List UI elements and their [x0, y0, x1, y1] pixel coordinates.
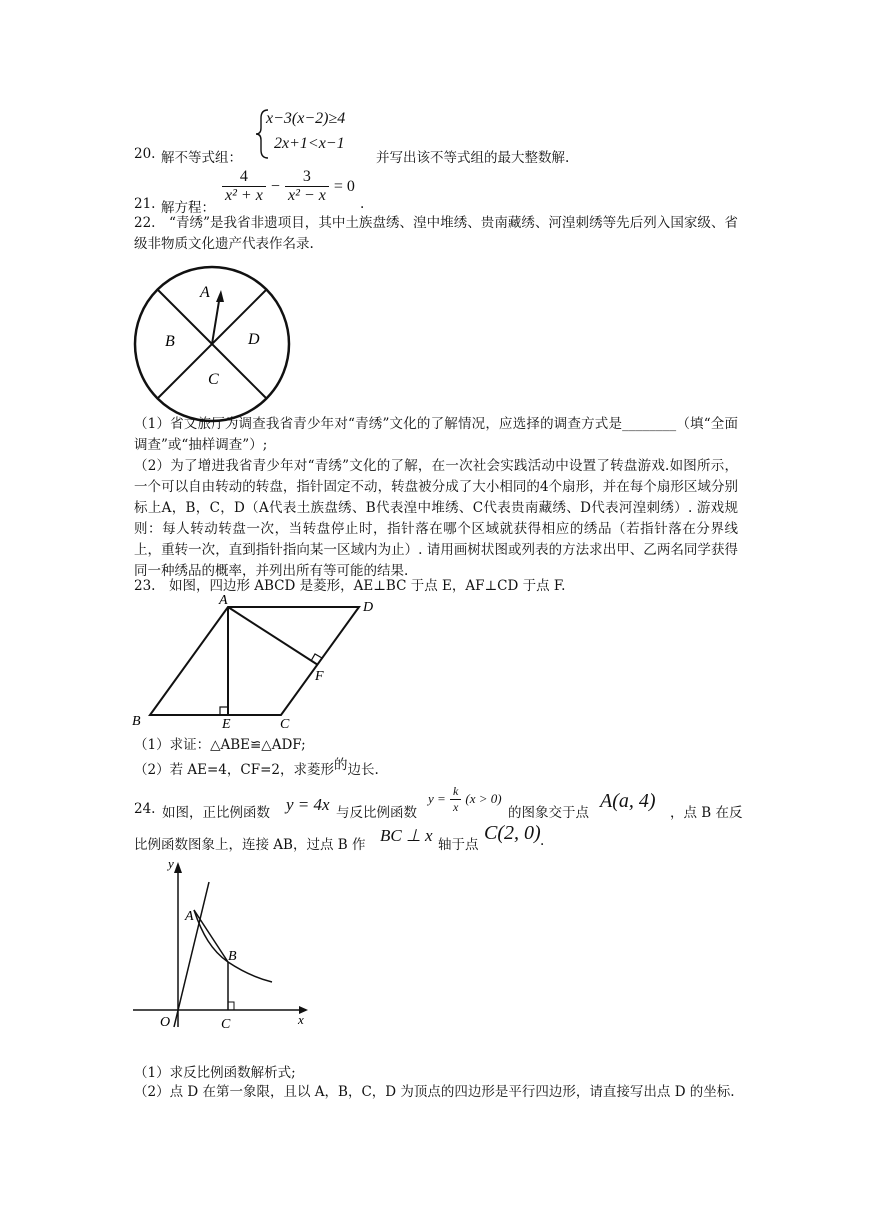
vertex-label-a: A [219, 593, 228, 608]
sector-label-c: C [208, 371, 219, 388]
right-angle-c-icon [228, 1002, 234, 1010]
sector-label-d: D [248, 331, 260, 348]
axis-label-y: y [168, 856, 174, 871]
question-23-part-1: （1）求证：△ABE≌△ADF; [134, 737, 306, 753]
question-23-part-2-c: 边长. [347, 762, 379, 778]
inequality-line-1: x−3(x−2)≥4 [266, 110, 346, 127]
segment-af [228, 607, 318, 665]
question-24-part-1: （1）求反比例函数解析式; [134, 1065, 296, 1081]
equation-rhs: = 0 [333, 178, 355, 195]
origin-label-o: O [160, 1015, 171, 1030]
point-label-f: F [315, 669, 324, 684]
question-21-prefix: 解方程： [161, 200, 215, 216]
formula-inverse-y: y = [428, 791, 446, 806]
hyperbola-curve [194, 910, 272, 982]
fraction-1-denominator: x² + x [225, 187, 263, 204]
function-graph [128, 852, 316, 1034]
question-23-part-2-a: （2）若 AE=4，CF=2，求菱形 [134, 762, 334, 778]
formula-inverse-denominator: x [452, 800, 459, 814]
question-23-part-2-b: 的 [333, 757, 348, 773]
fraction-1-numerator: 4 [222, 168, 266, 187]
segment-ab [194, 910, 228, 962]
fraction-2-numerator: 3 [285, 168, 329, 187]
question-20-prefix: 解不等式组： [161, 150, 242, 166]
question-22-part-2: （2）为了增进我省青少年对“青绣”文化的了解，在一次社会实践活动中设置了转盘游戏.如图所示，一个可以自由转动的转盘，指针固定不动，转盘被分成了大小相同的4个扇形，并在每个扇形区域分别标上A，B，C，D（A代表土族盘绣、B代表湟中堆绣、C代表贵南藏绣、D代表河湟刺绣）. 游戏规则：每人转动转盘一次，当转盘停止时，指针落在哪个区域就获得相应的绣品（若指针落在分界线上，重转一次，直到指针指向某一区域内为止）. 请用画树状图或列表的方法求出甲、乙两名同学获得同一种绣品的概率，并列出所有等可能的结果. [134, 458, 738, 579]
question-24-part-2: （2）点 D 在第一象限，且以 A，B，C，D 为顶点的四边形是平行四边形，请直接写出点 D 的坐标. [134, 1084, 735, 1100]
question-24-text-4: ，点 B 在反 [670, 805, 743, 821]
question-22-part-1: （1）省文旅厅为调查我省青少年对“青绣”文化的了解情况，应选择的调查方式是________（填“全面调查”或“抽样调查”）; [134, 416, 738, 453]
question-24-text-5: 比例函数图象上，连接 AB，过点 B 作 [134, 837, 366, 853]
minus-sign: − [270, 178, 280, 195]
question-24-text-6: 轴于点 [438, 837, 479, 853]
formula-direct-proportion: y = 4x [286, 795, 330, 814]
axis-label-x: x [298, 1012, 304, 1027]
formula-inverse-proportion [428, 784, 502, 815]
equation [222, 168, 355, 205]
question-24-text-7: . [540, 833, 545, 849]
vertex-label-b: B [132, 714, 141, 729]
right-angle-e-icon [220, 707, 228, 715]
question-21-number: 21. [134, 196, 156, 212]
pointer-arrowhead-icon [216, 290, 224, 302]
question-23-stem: 23. 如图，四边形 ABCD 是菱形，AE⊥BC 于点 E，AF⊥CD 于点 F. [134, 578, 566, 594]
point-c-coordinates: C(2, 0) [484, 822, 541, 844]
sector-label-a: A [200, 284, 210, 301]
formula-inverse-numerator: k [450, 784, 461, 800]
sector-label-b: B [165, 333, 175, 350]
formula-bc-perp-x: BC ⊥ x [380, 826, 433, 845]
y-axis-arrow-icon [174, 862, 182, 873]
inequality-line-2: 2x+1<x−1 [274, 135, 345, 152]
point-label-b: B [228, 949, 237, 964]
question-20-number: 20. [134, 146, 156, 162]
point-a-coordinates: A(a, 4) [600, 790, 656, 812]
question-24-text-1: 如图，正比例函数 [162, 805, 270, 821]
line-y-4x [174, 882, 209, 1027]
vertex-label-d: D [363, 600, 374, 615]
fraction-2-denominator: x² − x [288, 187, 326, 204]
vertex-label-c: C [280, 717, 290, 732]
question-24-text-3: 的图象交于点 [508, 805, 589, 821]
question-20-suffix: 并写出该不等式组的最大整数解. [376, 150, 570, 166]
formula-inverse-condition: (x > 0) [465, 791, 502, 806]
point-label-e: E [222, 717, 231, 732]
point-label-c: C [221, 1017, 231, 1032]
question-23-part-2 [134, 758, 379, 778]
rhombus-diagram [128, 592, 374, 732]
spinner-diagram [130, 262, 296, 428]
point-label-a: A [185, 909, 194, 924]
question-21-end: . [360, 196, 365, 212]
question-22-stem: 22. “青绣”是我省非遗项目，其中土族盘绣、湟中堆绣、贵南藏绣、河湟刺绣等先后列入国家级、省级非物质文化遗产代表作名录. [134, 215, 738, 252]
question-24-number: 24. [134, 801, 156, 817]
question-24-text-2: 与反比例函数 [336, 805, 417, 821]
